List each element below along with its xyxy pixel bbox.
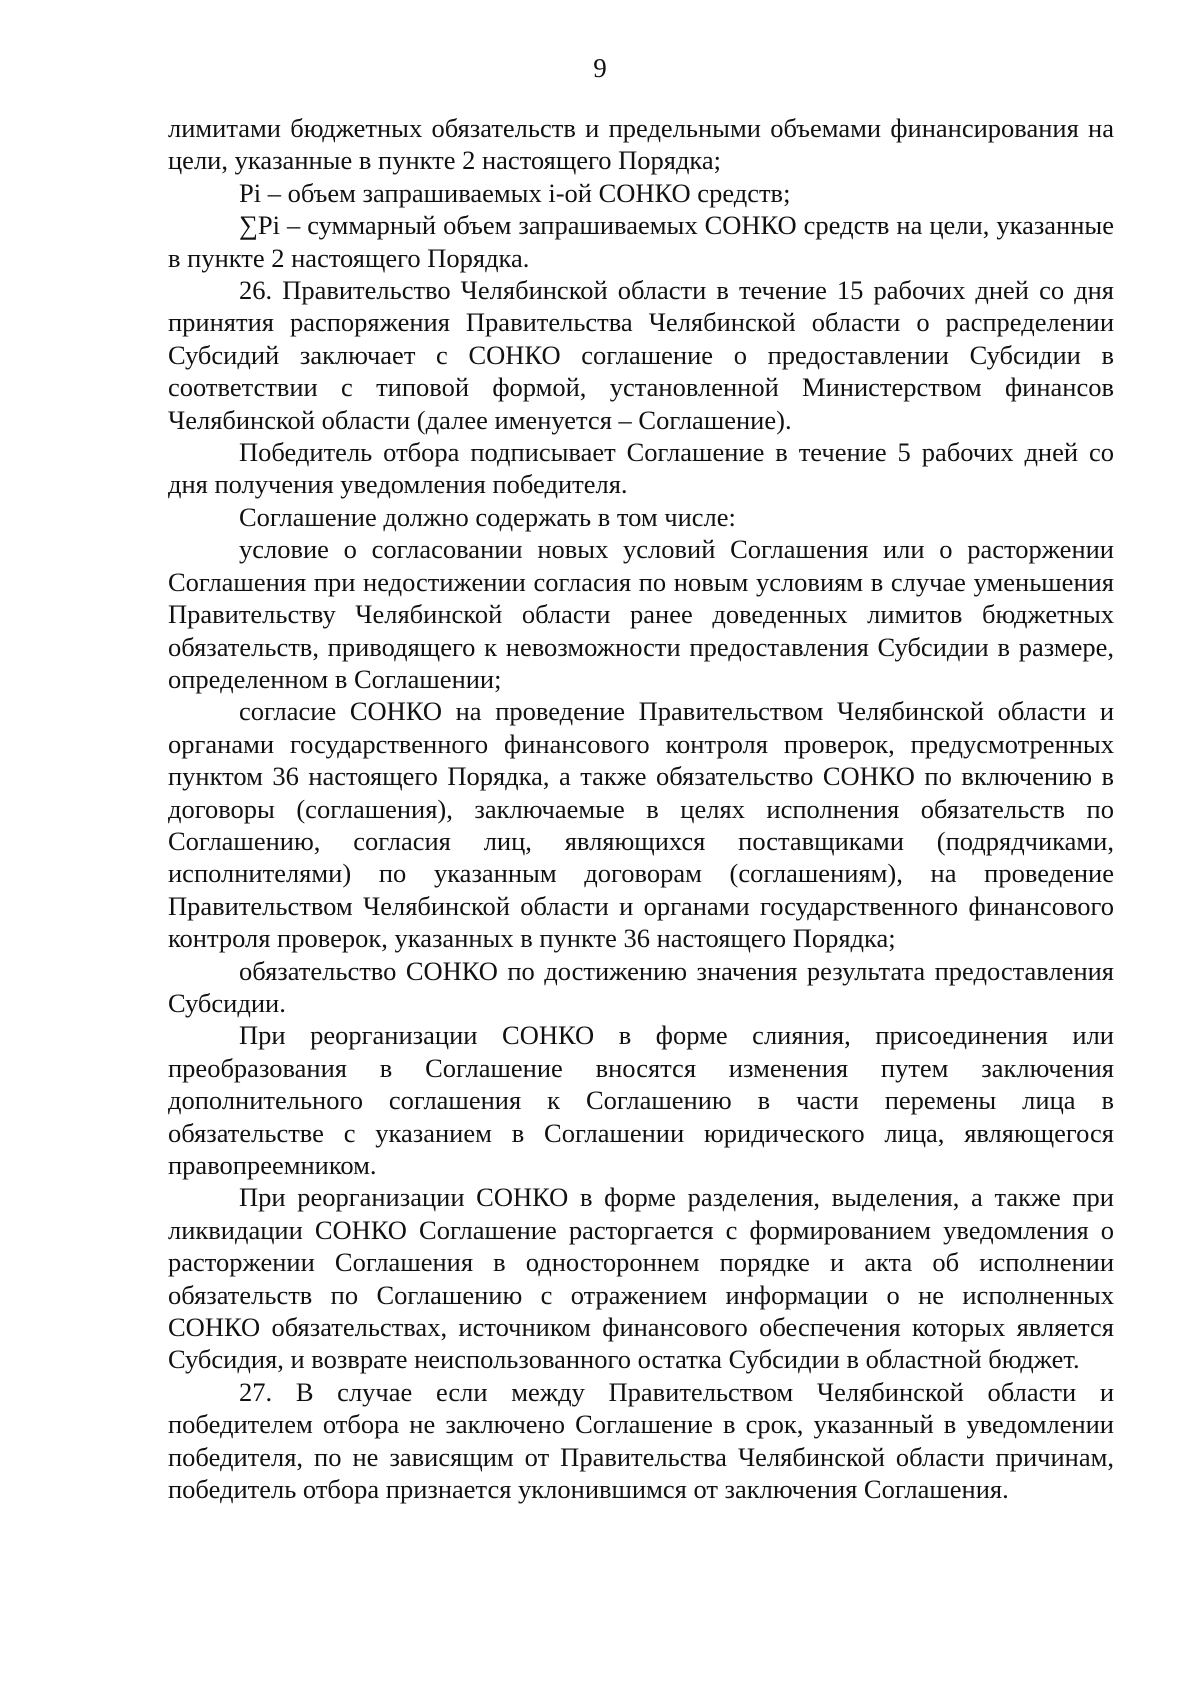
paragraph-reorganization-division: При реорганизации СОНКО в форме разделения, выделения, а также при ликвидации СОНКО Соглашение расторгается с формированием уведомления о расторжении Соглашения в одностороннем порядке и акта об исполнении обязательств по Соглашению с отражением информации о не исполненных СОНКО обязательствах, источником финансового обеспечения которых является Субсидия, и возврате неиспользованного остатка Субсидии в областной бюджет. [168,1182,1114,1375]
paragraph-reorganization-merger: При реорганизации СОНКО в форме слияния, присоединения или преобразования в Соглашение вносятся изменения путем заключения дополнительного соглашения к Соглашению в части перемены лица в обязательстве с указанием в Соглашении юридического лица, являющегося правопреемником. [168,1020,1114,1180]
paragraph-consent-clause: согласие СОНКО на проведение Правительством Челябинской области и органами государственного финансового контроля проверок, предусмотренных пунктом 36 настоящего Порядка, а также обязательство СОНКО по включению в договоры (соглашения), заключаемые в целях исполнения обязательств по Соглашению, согласия лиц, являющихся поставщиками (подрядчиками, исполнителями) по указанным договорам (соглашениям), на проведение Правительством Челябинской области и органами государственного финансового контроля проверок, указанных в пункте 36 настоящего Порядка; [168,696,1114,954]
document-body [168,112,1114,1505]
paragraph-item-26: 26. Правительство Челябинской области в течение 15 рабочих дней со дня принятия распоряжения Правительства Челябинской области о распределении Субсидий заключает с СОНКО соглашение о предоставлении Субсидии в соответствии с типовой формой, установленной Министерством финансов Челябинской области (далее именуется – Соглашение). [168,275,1114,435]
paragraph-condition-clause: условие о согласовании новых условий Соглашения или о расторжении Соглашения при недостижении согласия по новым условиям в случае уменьшения Правительству Челябинской области ранее доведенных лимитов бюджетных обязательств, приводящего к невозможности предоставления Субсидии в размере, определенном в Соглашении; [168,534,1114,694]
paragraph-pi-definition: Pi – объем запрашиваемых i-ой СОНКО средств; [239,177,791,208]
page-number: 9 [593,53,607,83]
paragraph-continuation: лимитами бюджетных обязательств и предельными объемами финансирования на цели, указанные в пункте 2 настоящего Порядка; [168,113,1114,176]
paragraph-agreement-contents: Соглашение должно содержать в том числе: [239,501,736,532]
paragraph-winner-signs: Победитель отбора подписывает Соглашение в течение 5 рабочих дней со дня получения уведомления победителя. [168,437,1114,500]
paragraph-sum-pi-definition: ∑Pi – суммарный объем запрашиваемых СОНКО средств на цели, указанные в пункте 2 настоящего Порядка. [168,210,1114,273]
paragraph-item-27: 27. В случае если между Правительством Челябинской области и победителем отбора не заключено Соглашение в срок, указанный в уведомлении победителя, по не зависящим от Правительства Челябинской области причинам, победитель отбора признается уклонившимся от заключения Соглашения. [168,1376,1114,1505]
paragraph-obligation-clause: обязательство СОНКО по достижению значения результата предоставления Субсидии. [168,955,1114,1018]
